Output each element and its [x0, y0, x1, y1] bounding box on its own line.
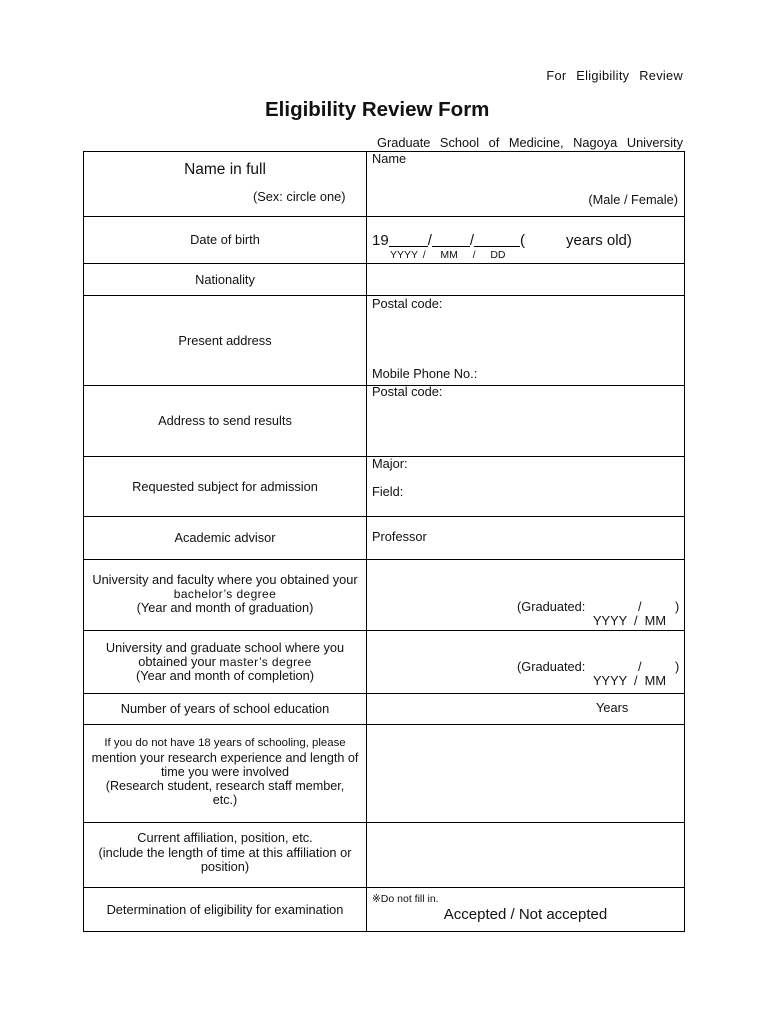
date-of-birth-label-cell [84, 217, 367, 263]
row-nationality [84, 264, 684, 296]
date-of-birth-label: Date of birth [190, 232, 260, 247]
name-label-cell [84, 152, 367, 216]
row-eligibility-determination [84, 888, 684, 931]
month-blank [432, 246, 470, 247]
date-separator: / [469, 232, 475, 249]
current-affiliation-entry-cell [367, 823, 684, 887]
academic-advisor-label: Academic advisor [174, 530, 276, 545]
row-result-address [84, 386, 684, 457]
requested-subject-label-cell [84, 457, 367, 516]
row-master-degree [84, 631, 684, 694]
age-open-paren: ( [520, 232, 526, 249]
research-experience-label-line: If you do not have 18 years of schooling, please [104, 737, 346, 750]
nationality-label-cell [84, 264, 367, 295]
school-years-label-cell [84, 694, 367, 724]
office-use-note: ※Do not fill in. [372, 893, 439, 905]
result-address-label: Address to send results [158, 413, 292, 428]
row-date-of-birth [84, 217, 684, 264]
bachelor-entry-cell [367, 560, 684, 630]
requested-subject-label: Requested subject for admission [132, 478, 318, 494]
graduated-close: ) [675, 599, 680, 614]
master-label-prefix: obtained your [138, 654, 216, 669]
present-address-label: Present address [178, 332, 272, 348]
name-caption: Name [372, 151, 407, 166]
day-blank [474, 246, 520, 247]
row-name [84, 152, 684, 217]
research-experience-label-cell [84, 725, 367, 822]
eligibility-result-options: Accepted / Not accepted [443, 906, 608, 923]
sex-hint: (Sex: circle one) [253, 189, 346, 204]
year-prefix: 19 [372, 232, 389, 249]
row-bachelor-degree [84, 560, 684, 631]
row-research-experience [84, 725, 684, 823]
name-label: Name in full [184, 161, 266, 178]
graduated-separator: / [638, 599, 642, 614]
research-experience-label-line: etc.) [212, 793, 238, 808]
postal-code-caption: Postal code: [372, 384, 443, 399]
master-label-line: University and graduate school where you [105, 640, 345, 655]
form-purpose-note: For Eligibility Review [546, 68, 683, 83]
bachelor-label-line: University and faculty where you obtained your [92, 571, 358, 587]
master-label-line [138, 655, 311, 669]
form-title: Eligibility Review Form [265, 98, 490, 121]
nationality-label: Nationality [195, 271, 255, 287]
research-experience-label-line: time you were involved [160, 764, 290, 779]
professor-caption: Professor [372, 529, 427, 544]
bachelor-degree-term: bachelor’s degree [173, 586, 277, 601]
graduated-format-hint: YYYY / MM [593, 613, 667, 628]
present-address-label-cell [84, 296, 367, 385]
graduated-format-hint: YYYY / MM [593, 673, 667, 688]
master-degree-term: master’s degree [219, 655, 312, 669]
date-format-hint: YYYY / MM / DD [390, 249, 506, 261]
school-years-label: Number of years of school education [120, 701, 330, 716]
graduated-close: ) [675, 659, 680, 674]
nationality-entry-cell [367, 264, 684, 295]
bachelor-label-cell [84, 560, 367, 630]
master-entry-cell [367, 631, 684, 693]
present-address-entry-cell [367, 296, 684, 385]
sex-options: (Male / Female) [588, 192, 678, 207]
master-label-cell [84, 631, 367, 693]
research-experience-label-line: (Research student, research staff member, [105, 779, 345, 794]
row-requested-subject [84, 457, 684, 517]
year-blank [389, 246, 428, 247]
institution-name: Graduate School of Medicine, Nagoya University [377, 135, 683, 150]
row-academic-advisor [84, 517, 684, 560]
master-label-line: (Year and month of completion) [135, 668, 315, 683]
eligibility-label-cell [84, 888, 367, 931]
date-separator: / [427, 232, 432, 249]
graduated-separator: / [638, 659, 642, 674]
age-suffix: years old) [566, 232, 632, 249]
eligibility-entry-cell [367, 888, 684, 931]
row-school-years [84, 694, 684, 725]
graduated-open: (Graduated: [517, 599, 586, 614]
research-experience-label-line: mention your research experience and length of [91, 750, 359, 765]
academic-advisor-entry-cell [367, 517, 684, 559]
mobile-phone-caption: Mobile Phone No.: [372, 366, 478, 381]
row-current-affiliation [84, 823, 684, 888]
bachelor-label-line: (Year and month of graduation) [136, 599, 314, 615]
research-experience-entry-cell [367, 725, 684, 822]
current-affiliation-label-cell [84, 823, 367, 887]
current-affiliation-label-line: Current affiliation, position, etc. [137, 830, 313, 846]
requested-subject-entry-cell [367, 457, 684, 516]
name-entry-cell [367, 152, 684, 216]
date-of-birth-line [372, 232, 632, 249]
current-affiliation-label-line: position) [200, 859, 250, 875]
result-address-label-cell [84, 386, 367, 456]
eligibility-form-table [83, 151, 685, 932]
current-affiliation-label-line: (include the length of time at this affiliation or [98, 844, 352, 860]
years-unit: Years [596, 700, 629, 715]
field-caption: Field: [372, 484, 404, 499]
academic-advisor-label-cell [84, 517, 367, 559]
major-caption: Major: [372, 456, 408, 471]
school-years-entry-cell [367, 694, 684, 724]
eligibility-label: Determination of eligibility for examination [106, 901, 344, 917]
row-present-address [84, 296, 684, 386]
postal-code-caption: Postal code: [372, 296, 443, 311]
date-of-birth-entry-cell [367, 217, 684, 263]
graduated-open: (Graduated: [517, 659, 586, 674]
result-address-entry-cell [367, 386, 684, 456]
